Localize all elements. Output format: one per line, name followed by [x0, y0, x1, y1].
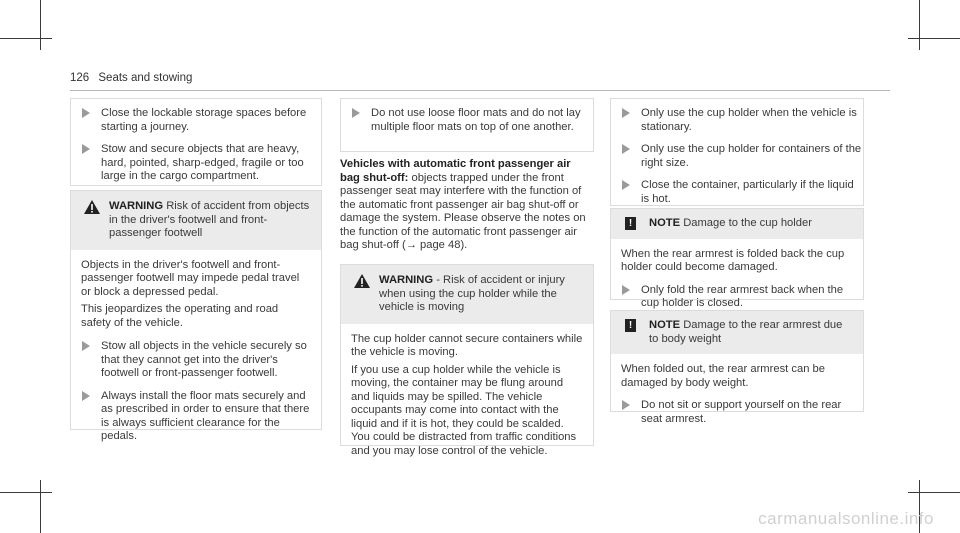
note-body — [611, 354, 863, 441]
crop-mark — [0, 38, 52, 39]
list-item: Only use the cup holder when the vehicle is stationary. — [611, 107, 863, 134]
list-item: Stow all objects in the vehicle securely so that they cannot get into the driver's footwell or front-passenger footwell. — [71, 340, 311, 381]
page-number: 126 — [70, 72, 90, 84]
warning-title: WARNING — [109, 200, 164, 212]
header-rule — [70, 90, 890, 91]
list-item: Close the lockable storage spaces before starting a journey. — [71, 107, 321, 134]
list-item: Do not sit or support yourself on the rear seat armrest. — [611, 399, 853, 426]
note-heading: Damage to the rear armrest due to body weight — [649, 319, 843, 345]
warning-body — [71, 250, 321, 459]
bullet-arrow-icon — [622, 108, 630, 118]
bullet-arrow-icon — [82, 108, 90, 118]
bullet-arrow-icon — [82, 341, 90, 351]
list-item: Do not use loose floor mats and do not lay multiple floor mats on top of one another. — [341, 107, 593, 134]
bullet-arrow-icon — [622, 285, 630, 295]
note-paragraph: When the rear armrest is folded back the cup holder could become damaged. — [621, 247, 845, 273]
note-title: NOTE — [649, 217, 681, 229]
bullet-arrow-icon — [622, 400, 630, 410]
crop-mark — [40, 0, 41, 50]
warning-triangle-icon — [354, 274, 370, 288]
section-title: Seats and stowing — [98, 72, 193, 84]
crop-mark — [908, 492, 960, 493]
warning-paragraph: The cup holder cannot secure containers while the vehicle is moving. — [351, 332, 583, 358]
airbag-section-title: Vehicles with automatic front passenger air bag shut-off: — [340, 158, 571, 184]
warning-heading: - Risk of accident or injury when using the cup holder while the vehicle is moving — [379, 274, 565, 313]
list-item: Always install the floor mats securely and as prescribed in order to ensure that there is always sufficient clearance for the pedals. — [71, 390, 311, 444]
warning-title: WARNING — [379, 274, 434, 286]
warning-header — [341, 265, 593, 324]
warning-body — [341, 324, 593, 469]
bullet-arrow-icon — [352, 108, 360, 118]
warning-triangle-icon — [84, 200, 100, 214]
warning-heading: Risk of accident from objects in the driver's footwell and front-passenger footwell — [109, 200, 310, 239]
note-heading: Damage to the cup holder — [683, 217, 812, 229]
warning-box-cup-holder — [340, 264, 594, 457]
bullet-arrow-icon — [82, 144, 90, 154]
col1-bullets-box — [70, 98, 322, 186]
crop-mark — [0, 492, 52, 493]
warning-box-footwell — [70, 190, 322, 442]
crop-mark — [919, 0, 920, 50]
list-item: Close the container, particularly if the liquid is hot. — [611, 179, 863, 206]
airbag-paragraph — [340, 158, 592, 257]
note-title: NOTE — [649, 319, 681, 331]
bullet-arrow-icon — [622, 144, 630, 154]
warning-header — [71, 191, 321, 250]
crop-mark — [908, 38, 960, 39]
page-header — [70, 72, 192, 84]
bullet-arrow-icon — [82, 391, 90, 401]
col2-bullets-box — [340, 98, 594, 152]
page-reference-link[interactable]: (→ page 48). — [402, 239, 468, 251]
warning-paragraph: Objects in the driver's footwell and front-passenger footwell may impede pedal travel or block a depressed pedal. — [81, 258, 300, 298]
note-header — [611, 209, 863, 239]
crop-mark — [40, 480, 41, 533]
warning-paragraph: This jeopardizes the operating and road safety of the vehicle. — [81, 303, 279, 329]
airbag-section-text: objects trapped under the front passenger seat may interfere with the function of the automatic front passenger air bag shut-off or damage the system. Please observe the notes on the function of the automatic front passenger air bag shut-off — [340, 171, 586, 251]
notice-icon: ! — [625, 319, 636, 332]
list-item: Stow and secure objects that are heavy, hard, pointed, sharp-edged, fragile or too large in the cargo compartment. — [71, 143, 321, 184]
note-box-armrest — [610, 310, 864, 425]
watermark: carmanualsonline.info — [758, 509, 934, 528]
note-paragraph: When folded out, the rear armrest can be damaged by body weight. — [621, 363, 825, 389]
list-item: Only fold the rear armrest back when the cup holder is closed. — [611, 284, 853, 311]
warning-paragraph: If you use a cup holder while the vehicle is moving, the container may be flung around and liquids may be spilled. The vehicle occupants may come into contact with the liquid and if it is hot, they could be scalded. You could be distracted from traffic conditions and you may lose control of the vehicle. — [351, 363, 577, 457]
list-item: Only use the cup holder for containers of the right size. — [611, 143, 863, 170]
col3-bullets-box — [610, 98, 864, 206]
notice-icon: ! — [625, 217, 636, 230]
bullet-arrow-icon — [622, 180, 630, 190]
note-box-cup-holder — [610, 208, 864, 309]
note-header — [611, 311, 863, 354]
